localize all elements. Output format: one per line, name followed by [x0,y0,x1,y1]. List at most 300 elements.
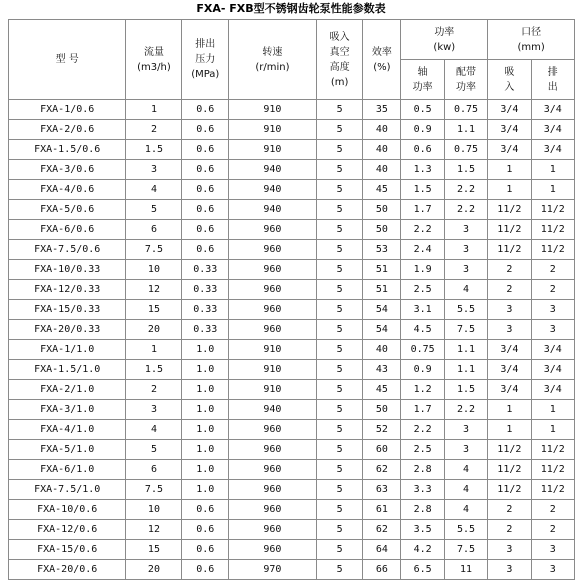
cell-outlet: 2 [531,520,574,540]
cell-shaft-power: 2.5 [401,280,444,300]
table-row [9,300,575,320]
header-pressure-label: 排出 [195,39,216,50]
cell-model: FXA-6/0.6 [9,220,126,240]
cell-speed: 960 [229,540,317,560]
cell-efficiency: 43 [363,360,401,380]
cell-flow: 4 [126,420,182,440]
cell-efficiency: 51 [363,260,401,280]
cell-shaft-power: 2.8 [401,500,444,520]
cell-speed: 940 [229,180,317,200]
header-caliber-unit: (mm) [517,41,545,53]
cell-speed: 960 [229,240,317,260]
cell-efficiency: 51 [363,280,401,300]
cell-matched-power: 1.5 [444,380,487,400]
cell-model: FXA-7.5/0.6 [9,240,126,260]
cell-flow: 15 [126,300,182,320]
header-matched-power-label-2: 功率 [455,81,476,93]
cell-speed: 960 [229,300,317,320]
cell-matched-power: 0.75 [444,100,487,120]
cell-pressure: 1.0 [182,380,229,400]
cell-model: FXA-4/0.6 [9,180,126,200]
table-row [9,460,575,480]
header-speed-unit: (r/min) [255,61,290,73]
cell-pressure: 0.33 [182,280,229,300]
cell-matched-power: 1.1 [444,360,487,380]
table-row [9,160,575,180]
cell-suction-head: 5 [316,400,363,420]
table-row [9,240,575,260]
cell-suction-head: 5 [316,180,363,200]
cell-model: FXA-15/0.6 [9,540,126,560]
cell-model: FXA-12/0.33 [9,280,126,300]
cell-inlet: 1 [488,180,531,200]
cell-outlet: 11/2 [531,240,574,260]
cell-inlet: 2 [488,520,531,540]
header-pressure-unit: (MPa) [191,69,220,80]
cell-flow: 2 [126,380,182,400]
cell-shaft-power: 1.5 [401,180,444,200]
cell-outlet: 1 [531,160,574,180]
header-inlet [488,60,531,100]
cell-matched-power: 5.5 [444,300,487,320]
cell-shaft-power: 0.6 [401,140,444,160]
cell-matched-power: 4 [444,280,487,300]
cell-flow: 2 [126,120,182,140]
table-body [9,100,575,580]
header-pressure [182,20,229,100]
table-row [9,520,575,540]
cell-speed: 910 [229,100,317,120]
cell-suction-head: 5 [316,440,363,460]
cell-efficiency: 45 [363,380,401,400]
cell-pressure: 1.0 [182,400,229,420]
cell-model: FXA-3/1.0 [9,400,126,420]
cell-inlet: 3/4 [488,340,531,360]
cell-speed: 960 [229,440,317,460]
cell-pressure: 1.0 [182,480,229,500]
cell-shaft-power: 0.9 [401,360,444,380]
cell-inlet: 11/2 [488,480,531,500]
cell-model: FXA-2/1.0 [9,380,126,400]
cell-matched-power: 0.75 [444,140,487,160]
cell-flow: 12 [126,520,182,540]
cell-inlet: 3 [488,320,531,340]
table-row [9,220,575,240]
header-shaft-power-label-2: 功率 [412,81,433,93]
cell-outlet: 3/4 [531,340,574,360]
cell-pressure: 1.0 [182,340,229,360]
cell-outlet: 1 [531,180,574,200]
cell-flow: 1.5 [126,140,182,160]
header-shaft-power-label: 轴 [417,66,428,78]
cell-model: FXA-3/0.6 [9,160,126,180]
cell-shaft-power: 0.5 [401,100,444,120]
cell-matched-power: 2.2 [444,200,487,220]
cell-shaft-power: 4.2 [401,540,444,560]
cell-inlet: 11/2 [488,200,531,220]
cell-model: FXA-5/0.6 [9,200,126,220]
header-flow-unit: (m3/h) [137,61,171,73]
table-row [9,440,575,460]
cell-shaft-power: 0.75 [401,340,444,360]
cell-suction-head: 5 [316,140,363,160]
cell-suction-head: 5 [316,520,363,540]
cell-shaft-power: 1.7 [401,400,444,420]
cell-model: FXA-1.5/1.0 [9,360,126,380]
cell-inlet: 3/4 [488,100,531,120]
header-suction-head-label-2: 真空 [329,46,350,58]
cell-suction-head: 5 [316,100,363,120]
table-header [9,20,575,100]
cell-model: FXA-20/0.33 [9,320,126,340]
cell-pressure: 0.33 [182,260,229,280]
cell-model: FXA-15/0.33 [9,300,126,320]
table-row [9,420,575,440]
cell-suction-head: 5 [316,260,363,280]
cell-pressure: 1.0 [182,440,229,460]
header-outlet-label: 排 [547,66,558,78]
cell-flow: 20 [126,320,182,340]
cell-flow: 5 [126,440,182,460]
cell-flow: 10 [126,260,182,280]
cell-efficiency: 62 [363,520,401,540]
cell-model: FXA-1.5/0.6 [9,140,126,160]
cell-matched-power: 4 [444,500,487,520]
cell-outlet: 3/4 [531,120,574,140]
cell-shaft-power: 1.9 [401,260,444,280]
cell-matched-power: 3 [444,240,487,260]
cell-shaft-power: 1.2 [401,380,444,400]
cell-shaft-power: 2.4 [401,240,444,260]
cell-shaft-power: 2.2 [401,220,444,240]
cell-flow: 1.5 [126,360,182,380]
header-efficiency-label: 效率 [371,46,392,58]
cell-inlet: 11/2 [488,220,531,240]
cell-speed: 940 [229,400,317,420]
cell-outlet: 11/2 [531,200,574,220]
cell-shaft-power: 1.7 [401,200,444,220]
cell-pressure: 0.6 [182,200,229,220]
cell-efficiency: 52 [363,420,401,440]
cell-inlet: 3/4 [488,140,531,160]
header-caliber [488,20,575,60]
header-inlet-label: 吸 [504,66,515,78]
cell-shaft-power: 4.5 [401,320,444,340]
cell-shaft-power: 3.5 [401,520,444,540]
cell-pressure: 0.6 [182,140,229,160]
header-power [401,20,488,60]
table-row [9,380,575,400]
cell-matched-power: 11 [444,560,487,580]
cell-model: FXA-2/0.6 [9,120,126,140]
cell-pressure: 0.6 [182,160,229,180]
cell-efficiency: 40 [363,160,401,180]
header-pressure-label-2: 压力 [195,54,216,65]
cell-outlet: 1 [531,400,574,420]
cell-efficiency: 60 [363,440,401,460]
header-shaft-power [401,60,444,100]
header-suction-head-label-3: 高度 [329,61,350,73]
cell-inlet: 11/2 [488,240,531,260]
cell-efficiency: 61 [363,500,401,520]
cell-model: FXA-7.5/1.0 [9,480,126,500]
cell-efficiency: 64 [363,540,401,560]
cell-flow: 7.5 [126,480,182,500]
cell-efficiency: 40 [363,140,401,160]
cell-shaft-power: 2.2 [401,420,444,440]
cell-speed: 910 [229,360,317,380]
cell-suction-head: 5 [316,540,363,560]
header-power-label: 功率 [434,26,455,38]
cell-shaft-power: 6.5 [401,560,444,580]
cell-efficiency: 50 [363,220,401,240]
cell-speed: 960 [229,420,317,440]
cell-matched-power: 1.1 [444,340,487,360]
cell-speed: 960 [229,480,317,500]
cell-matched-power: 2.2 [444,180,487,200]
cell-suction-head: 5 [316,460,363,480]
cell-efficiency: 50 [363,400,401,420]
cell-matched-power: 5.5 [444,520,487,540]
cell-flow: 4 [126,180,182,200]
cell-outlet: 3/4 [531,380,574,400]
table-row [9,120,575,140]
cell-model: FXA-6/1.0 [9,460,126,480]
cell-matched-power: 3 [444,220,487,240]
cell-suction-head: 5 [316,200,363,220]
cell-model: FXA-1/1.0 [9,340,126,360]
cell-efficiency: 40 [363,340,401,360]
cell-shaft-power: 0.9 [401,120,444,140]
cell-speed: 910 [229,140,317,160]
cell-pressure: 1.0 [182,460,229,480]
header-suction-head-label: 吸入 [329,31,350,43]
header-outlet-label-2: 出 [547,81,558,93]
cell-pressure: 0.6 [182,100,229,120]
cell-efficiency: 62 [363,460,401,480]
header-speed-label: 转速 [262,46,283,58]
table-row [9,140,575,160]
header-inlet-label-2: 入 [504,81,515,93]
header-flow [126,20,182,100]
table-row [9,100,575,120]
cell-speed: 960 [229,280,317,300]
table-row [9,340,575,360]
cell-model: FXA-10/0.6 [9,500,126,520]
cell-speed: 910 [229,340,317,360]
cell-outlet: 3 [531,540,574,560]
cell-suction-head: 5 [316,240,363,260]
cell-efficiency: 35 [363,100,401,120]
cell-flow: 1 [126,100,182,120]
cell-efficiency: 40 [363,120,401,140]
cell-outlet: 3 [531,300,574,320]
table-row [9,200,575,220]
header-model [9,20,126,100]
header-matched-power [444,60,487,100]
cell-outlet: 11/2 [531,460,574,480]
cell-inlet: 2 [488,260,531,280]
cell-efficiency: 53 [363,240,401,260]
cell-matched-power: 4 [444,480,487,500]
cell-efficiency: 54 [363,320,401,340]
header-efficiency-unit: (%) [373,61,391,73]
cell-shaft-power: 3.3 [401,480,444,500]
cell-suction-head: 5 [316,380,363,400]
cell-outlet: 1 [531,420,574,440]
header-flow-label: 流量 [143,46,164,58]
table-row [9,480,575,500]
table-row [9,320,575,340]
cell-pressure: 0.6 [182,180,229,200]
table-row [9,500,575,520]
cell-flow: 15 [126,540,182,560]
cell-outlet: 11/2 [531,220,574,240]
cell-suction-head: 5 [316,480,363,500]
cell-outlet: 3 [531,320,574,340]
cell-flow: 3 [126,160,182,180]
cell-model: FXA-20/0.6 [9,560,126,580]
cell-matched-power: 2.2 [444,400,487,420]
cell-inlet: 1 [488,400,531,420]
cell-suction-head: 5 [316,340,363,360]
cell-flow: 20 [126,560,182,580]
cell-outlet: 2 [531,260,574,280]
cell-suction-head: 5 [316,160,363,180]
cell-speed: 960 [229,320,317,340]
cell-matched-power: 3 [444,260,487,280]
cell-suction-head: 5 [316,120,363,140]
cell-outlet: 3/4 [531,360,574,380]
cell-outlet: 3/4 [531,140,574,160]
cell-pressure: 0.6 [182,500,229,520]
cell-flow: 7.5 [126,240,182,260]
cell-pressure: 0.6 [182,120,229,140]
cell-pressure: 0.6 [182,560,229,580]
cell-inlet: 1 [488,420,531,440]
cell-speed: 940 [229,200,317,220]
header-speed [229,20,317,100]
cell-speed: 960 [229,500,317,520]
cell-inlet: 3 [488,560,531,580]
cell-speed: 960 [229,520,317,540]
header-outlet [531,60,574,100]
cell-flow: 6 [126,460,182,480]
cell-flow: 3 [126,400,182,420]
table-row [9,180,575,200]
cell-efficiency: 54 [363,300,401,320]
cell-speed: 970 [229,560,317,580]
cell-speed: 910 [229,120,317,140]
cell-outlet: 3/4 [531,100,574,120]
cell-pressure: 0.6 [182,520,229,540]
header-power-unit: (kw) [433,41,456,53]
table-row [9,540,575,560]
cell-inlet: 2 [488,280,531,300]
cell-inlet: 3/4 [488,360,531,380]
cell-efficiency: 63 [363,480,401,500]
cell-matched-power: 4 [444,460,487,480]
cell-matched-power: 7.5 [444,540,487,560]
cell-inlet: 1 [488,160,531,180]
cell-outlet: 2 [531,500,574,520]
cell-suction-head: 5 [316,360,363,380]
header-suction-head [316,20,363,100]
cell-model: FXA-12/0.6 [9,520,126,540]
cell-suction-head: 5 [316,320,363,340]
table-row [9,400,575,420]
table-row [9,260,575,280]
cell-shaft-power: 3.1 [401,300,444,320]
cell-matched-power: 3 [444,420,487,440]
pump-parameter-table [8,19,575,580]
table-row [9,360,575,380]
cell-speed: 960 [229,220,317,240]
header-suction-head-unit: (m) [330,76,349,88]
cell-pressure: 1.0 [182,420,229,440]
cell-outlet: 11/2 [531,480,574,500]
cell-flow: 5 [126,200,182,220]
cell-speed: 960 [229,460,317,480]
cell-flow: 12 [126,280,182,300]
cell-outlet: 11/2 [531,440,574,460]
cell-pressure: 1.0 [182,360,229,380]
cell-speed: 910 [229,380,317,400]
cell-pressure: 0.6 [182,240,229,260]
cell-suction-head: 5 [316,420,363,440]
header-caliber-label: 口径 [521,26,542,38]
cell-inlet: 11/2 [488,440,531,460]
cell-pressure: 0.6 [182,220,229,240]
cell-flow: 1 [126,340,182,360]
cell-speed: 960 [229,260,317,280]
cell-efficiency: 66 [363,560,401,580]
cell-inlet: 2 [488,500,531,520]
cell-matched-power: 3 [444,440,487,460]
cell-speed: 940 [229,160,317,180]
cell-flow: 10 [126,500,182,520]
cell-inlet: 3/4 [488,380,531,400]
cell-efficiency: 50 [363,200,401,220]
cell-suction-head: 5 [316,220,363,240]
table-title: FXA- FXB型不锈钢齿轮泵性能参数表 [196,2,386,15]
header-model-label: 型 号 [55,54,79,65]
cell-outlet: 2 [531,280,574,300]
cell-efficiency: 45 [363,180,401,200]
cell-outlet: 3 [531,560,574,580]
cell-flow: 6 [126,220,182,240]
cell-shaft-power: 2.8 [401,460,444,480]
header-efficiency [363,20,401,100]
cell-shaft-power: 2.5 [401,440,444,460]
cell-model: FXA-1/0.6 [9,100,126,120]
cell-pressure: 0.33 [182,320,229,340]
cell-matched-power: 7.5 [444,320,487,340]
cell-model: FXA-5/1.0 [9,440,126,460]
cell-inlet: 3 [488,540,531,560]
cell-suction-head: 5 [316,500,363,520]
cell-matched-power: 1.1 [444,120,487,140]
cell-inlet: 3/4 [488,120,531,140]
cell-pressure: 0.6 [182,540,229,560]
cell-inlet: 11/2 [488,460,531,480]
cell-suction-head: 5 [316,280,363,300]
cell-matched-power: 1.5 [444,160,487,180]
table-row [9,280,575,300]
cell-pressure: 0.33 [182,300,229,320]
cell-shaft-power: 1.3 [401,160,444,180]
cell-model: FXA-10/0.33 [9,260,126,280]
